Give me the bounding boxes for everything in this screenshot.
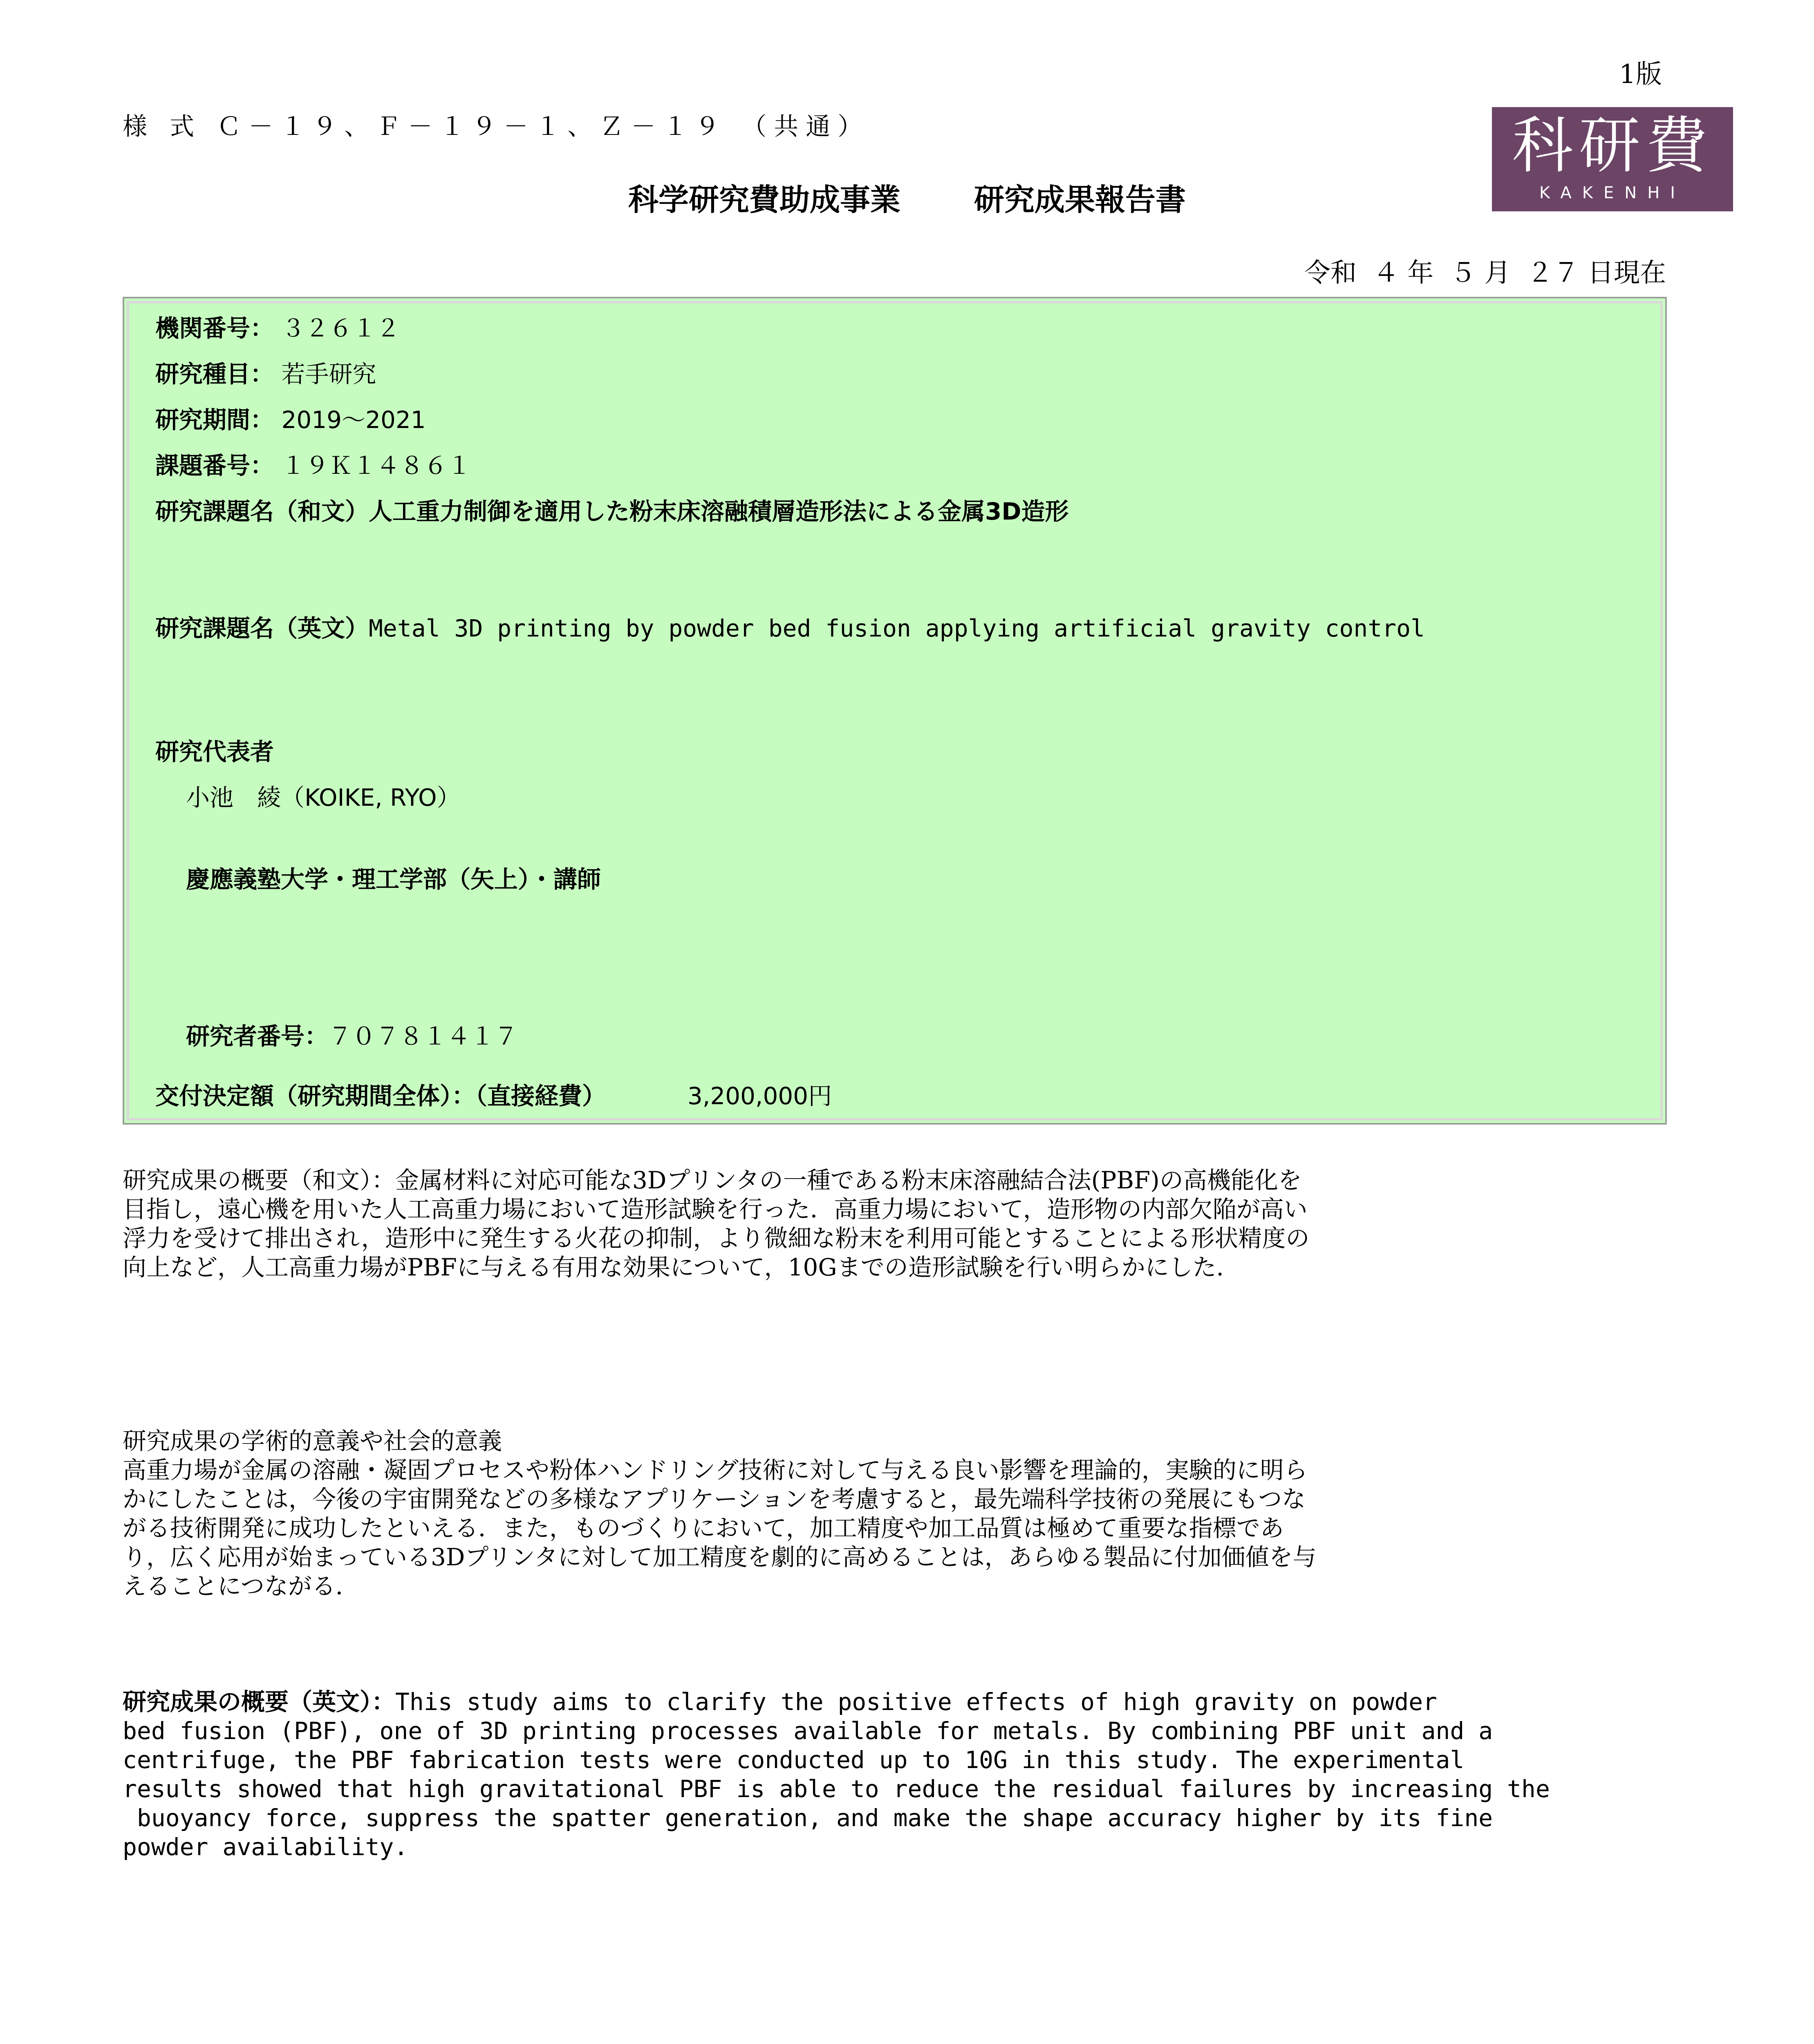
representative-label	[155, 733, 274, 767]
summary-jp-line: 金属材料に対応可能な3Dプリンタの一種である粉末床溶融結合法(PBF)の高機能化を	[395, 1166, 1302, 1194]
title-jp-row	[155, 492, 1069, 527]
summary-en	[123, 1688, 1619, 1862]
representative-affiliation: 慶應義塾大学・理工学部（矢上）・講師	[186, 865, 601, 893]
version-label: 1版	[1619, 59, 1662, 90]
as-of-year: ４ 年	[1373, 258, 1434, 288]
summary-en-line: centrifuge, the PBF fabrication tests were conducted up to 10G in this study. The experimental	[123, 1746, 1465, 1774]
summary-jp-label: 研究成果の概要（和文）：	[123, 1166, 396, 1194]
title-en-label: 研究課題名（英文）	[155, 614, 369, 642]
significance-label: 研究成果の学術的意義や社会的意義	[123, 1427, 502, 1455]
period-row	[155, 401, 426, 435]
as-of-day: ２７ 日現在	[1527, 258, 1666, 288]
significance	[123, 1427, 1619, 1601]
representative-name: 小池 綾（KOIKE, RYO）	[186, 784, 461, 811]
summary-en-line: results showed that high gravitational PBF is able to reduce the residual failures by increasing the	[123, 1775, 1550, 1803]
summary-jp-line: 向上など，人工高重力場がPBFに与える有用な効果について，10Gまでの造形試験を行い明らかにした．	[123, 1253, 1240, 1281]
grant-label: 交付決定額（研究期間全体）：（直接経費）	[155, 1082, 606, 1110]
significance-line: 高重力場が金属の溶融・凝固プロセスや粉体ハンドリング技術に対して与える良い影響を理論的，実験的に明ら	[123, 1456, 1308, 1484]
institution-label: 機関番号：	[155, 314, 274, 342]
summary-en-line: This study aims to clarify the positive effects of high gravity on powder	[395, 1688, 1438, 1716]
title-jp-value: 人工重力制御を適用した粉末床溶融積層造形法による金属3D造形	[369, 498, 1069, 525]
grant-value: 3,200,000円	[688, 1082, 832, 1110]
representative-label-text: 研究代表者	[155, 738, 274, 766]
significance-line: り，広く応用が始まっている3Dプリンタに対して加工精度を劇的に高めることは，あらゆる製品に付加価値を与	[123, 1543, 1317, 1571]
summary-en-label: 研究成果の概要（英文）：	[123, 1688, 396, 1716]
significance-line: がる技術開発に成功したといえる．また，ものづくりにおいて，加工精度や加工品質は極めて重要な指標であ	[123, 1514, 1284, 1542]
period-value: 2019～2021	[281, 406, 426, 434]
title-part1: 科学研究費助成事業	[628, 182, 900, 217]
researcher-number-value: ７０７８１４１７	[328, 1022, 518, 1050]
institution-row	[155, 309, 400, 343]
project-number-row	[155, 446, 471, 481]
significance-line: かにしたことは，今後の宇宙開発などの多様なアプリケーションを考慮すると，最先端科学技術の発展にもつな	[123, 1485, 1306, 1513]
summary-en-line: buoyancy force, suppress the spatter generation, and make the shape accuracy higher by its fine	[123, 1804, 1493, 1832]
category-row	[155, 355, 376, 389]
grant-row	[155, 1077, 832, 1111]
project-number-label: 課題番号：	[155, 452, 274, 480]
logo-kanji: 科研費	[1512, 110, 1713, 182]
category-label: 研究種目：	[155, 360, 274, 388]
form-code: 様 式 Ｃ－１９、Ｆ－１９－１、Ｚ－１９ （共通）	[123, 112, 870, 141]
summary-jp	[123, 1166, 1619, 1282]
category-value: 若手研究	[281, 360, 376, 388]
summary-en-line: bed fusion (PBF), one of 3D printing processes available for metals. By combining PBF unit and a	[123, 1717, 1493, 1745]
researcher-number-row	[186, 1017, 518, 1051]
as-of-date	[1288, 252, 1666, 289]
institution-value: ３２６１２	[281, 314, 400, 342]
significance-line: えることにつながる．	[123, 1572, 359, 1600]
as-of-era: 令和	[1304, 258, 1357, 288]
summary-en-line: powder availability.	[123, 1833, 408, 1861]
title-en-row	[155, 609, 1425, 643]
title-part2: 研究成果報告書	[974, 182, 1186, 217]
summary-jp-line: 目指し，遠心機を用いた人工高重力場において造形試験を行った．高重力場において，造形物の内部欠陥が高い	[123, 1195, 1308, 1223]
researcher-number-label: 研究者番号：	[186, 1022, 329, 1050]
period-label: 研究期間：	[155, 406, 274, 434]
document-title	[0, 176, 1814, 219]
as-of-month: ５ 月	[1450, 258, 1511, 288]
project-number-value: １９Ｋ１４８６１	[281, 452, 471, 480]
title-en-value: Metal 3D printing by powder bed fusion applying artificial gravity control	[369, 614, 1425, 642]
summary-jp-line: 浮力を受けて排出され，造形中に発生する火花の抑制，より微細な粉末を利用可能とすることによる形状精度の	[123, 1224, 1310, 1252]
logo-roman: KAKENHI	[1539, 184, 1686, 202]
title-jp-label: 研究課題名（和文）	[155, 498, 369, 525]
